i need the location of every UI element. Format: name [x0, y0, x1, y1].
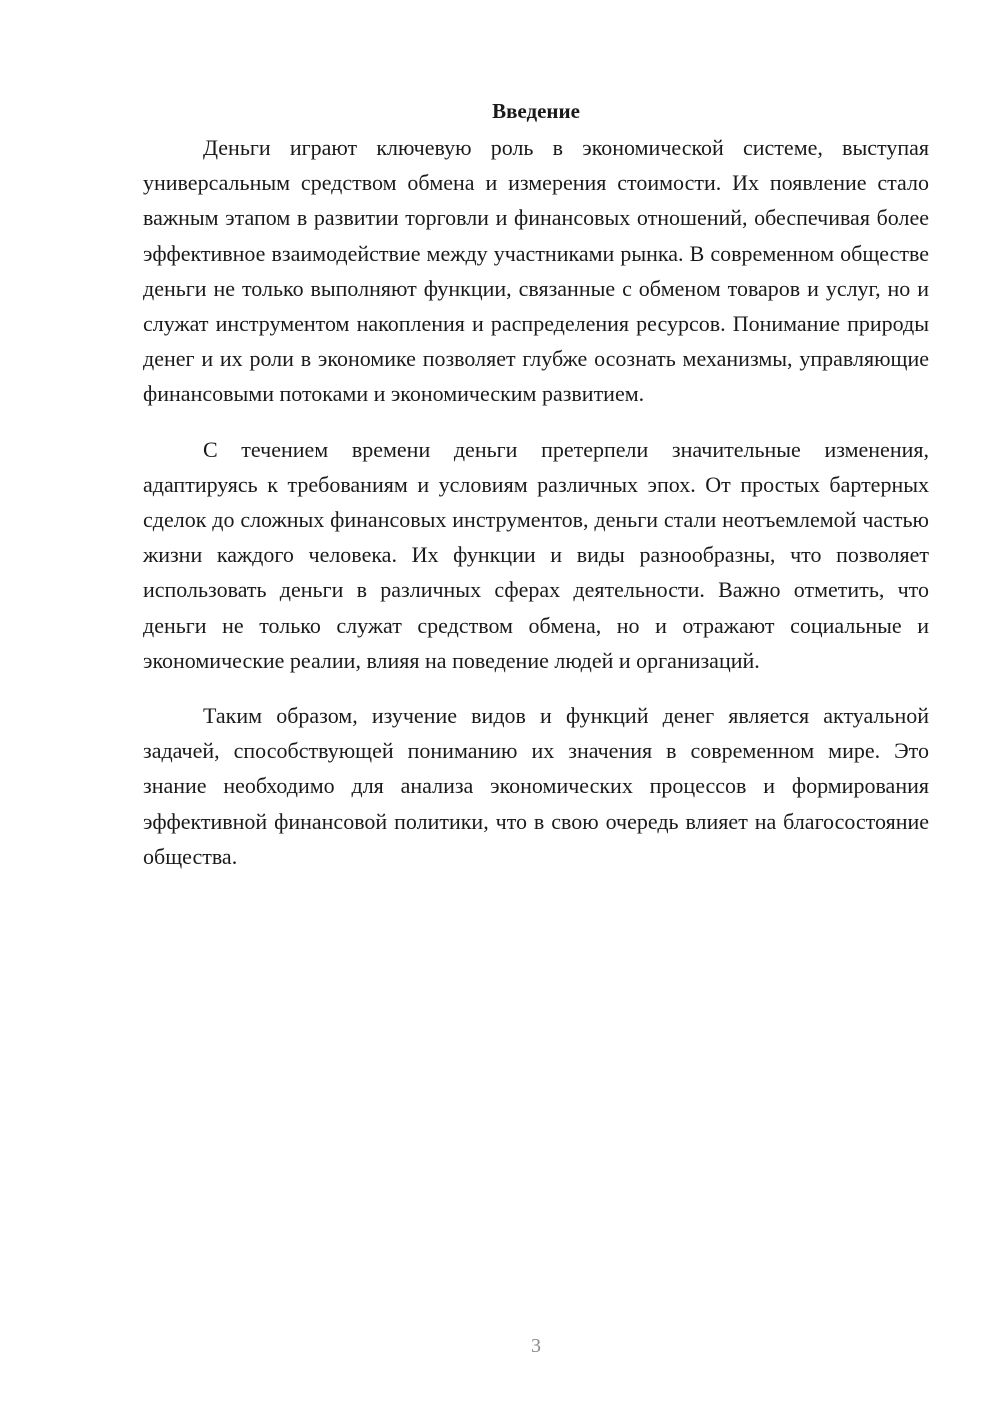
paragraph-3: Таким образом, изучение видов и функций денег является актуальной задачей, способствующей пониманию их значения в современном мире. Это знание необходимо для анализа экономических процессов и формирования эффективной финансовой политики, что в свою очередь влияет на благосостояние общества. — [143, 703, 929, 869]
section-heading: Введение — [492, 99, 580, 123]
page-content — [143, 96, 929, 894]
paragraph-1: Деньги играют ключевую роль в экономической системе, выступая универсальным средством обмена и измерения стоимости. Их появление стало важным этапом в развитии торговли и финансовых отношений, обеспечивая более эффективное взаимодействие между участниками рынка. В современном обществе деньги не только выполняют функции, связанные с обменом товаров и услуг, но и служат инструментом накопления и распределения ресурсов. Понимание природы денег и их роли в экономике позволяет глубже осознать механизмы, управляющие финансовыми потоками и экономическим развитием. — [143, 135, 929, 407]
page-number: 3 — [531, 1335, 541, 1357]
paragraph-2: С течением времени деньги претерпели значительные изменения, адаптируясь к требованиям и условиям различных эпох. От простых бартерных сделок до сложных финансовых инструментов, деньги стали неотъемлемой частью жизни каждого человека. Их функции и виды разнообразны, что позволяет использовать деньги в различных сферах деятельности. Важно отметить, что деньги не только служат средством обмена, но и отражают социальные и экономические реалии, влияя на поведение людей и организаций. — [143, 436, 929, 673]
